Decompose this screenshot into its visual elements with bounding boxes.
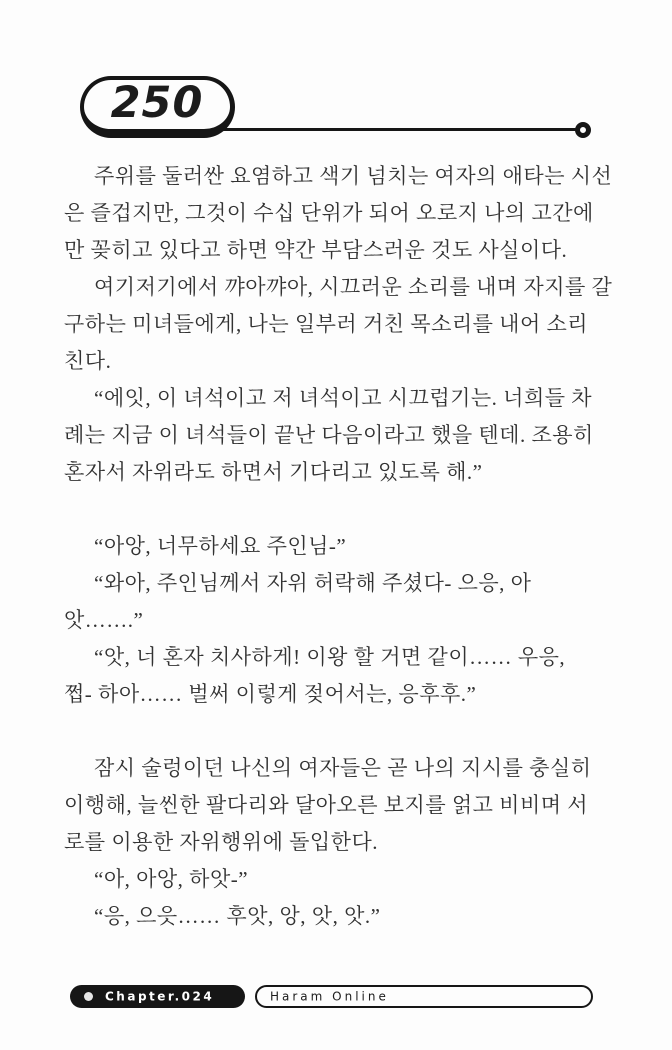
text-line: 앗…….” [64,608,144,632]
footer-title-pill [255,985,593,1008]
page-number-badge [80,76,235,138]
text-line: 로를 이용한 자위행위에 돌입한다. [64,830,379,854]
text-line: “앗, 너 혼자 치사하게! 이왕 할 거면 같이…… 우응, [94,645,566,669]
text-line: “아, 아앙, 하앗-” [94,867,249,891]
text-line: “응, 으읏…… 후앗, 앙, 앗, 앗.” [94,904,381,928]
body-text [64,158,612,935]
footer-chapter-pill [70,985,245,1008]
text-line: 만 꽂히고 있다고 하면 약간 부담스러운 것도 사실이다. [64,238,568,262]
text-line: 혼자서 자위라도 하면서 기다리고 있도록 해.” [64,460,483,484]
text-line: 례는 지금 이 녀석들이 끝난 다음이라고 했을 텐데. 조용히 [64,423,594,447]
text-line: 여기저기에서 꺄아꺄아, 시끄러운 소리를 내며 자지를 갈 [94,275,613,299]
text-line: 잠시 술렁이던 나신의 여자들은 곧 나의 지시를 충실히 [94,756,592,780]
text-line: “아앙, 너무하세요 주인님-” [94,534,347,558]
text-line: 쩝- 하아…… 벌써 이렇게 젖어서는, 응후후.” [64,682,477,706]
page-number: 250 [110,77,204,128]
footer-chapter-label: Chapter.024 [105,989,215,1003]
text-line: 은 즐겁지만, 그것이 수십 단위가 되어 오로지 나의 고간에 [64,201,594,225]
text-line: 이행해, 늘씬한 팔다리와 달아오른 보지를 얽고 비비며 서 [64,793,589,817]
text-line: 주위를 둘러싼 요염하고 색기 넘치는 여자의 애타는 시선 [94,164,613,188]
ring-icon [575,122,591,138]
text-line: 구하는 미녀들에게, 나는 일부러 거친 목소리를 내어 소리 [64,312,589,336]
bullet-dot-icon [84,992,93,1001]
text-line: “에잇, 이 녀석이고 저 녀석이고 시끄럽기는. 너희들 차 [94,386,593,410]
text-line: “와아, 주인님께서 자위 허락해 주셨다- 으응, 아 [94,571,532,595]
footer-title-label: Haram Online [270,989,389,1003]
header-rule-line [220,128,578,131]
text-line: 친다. [64,349,112,373]
